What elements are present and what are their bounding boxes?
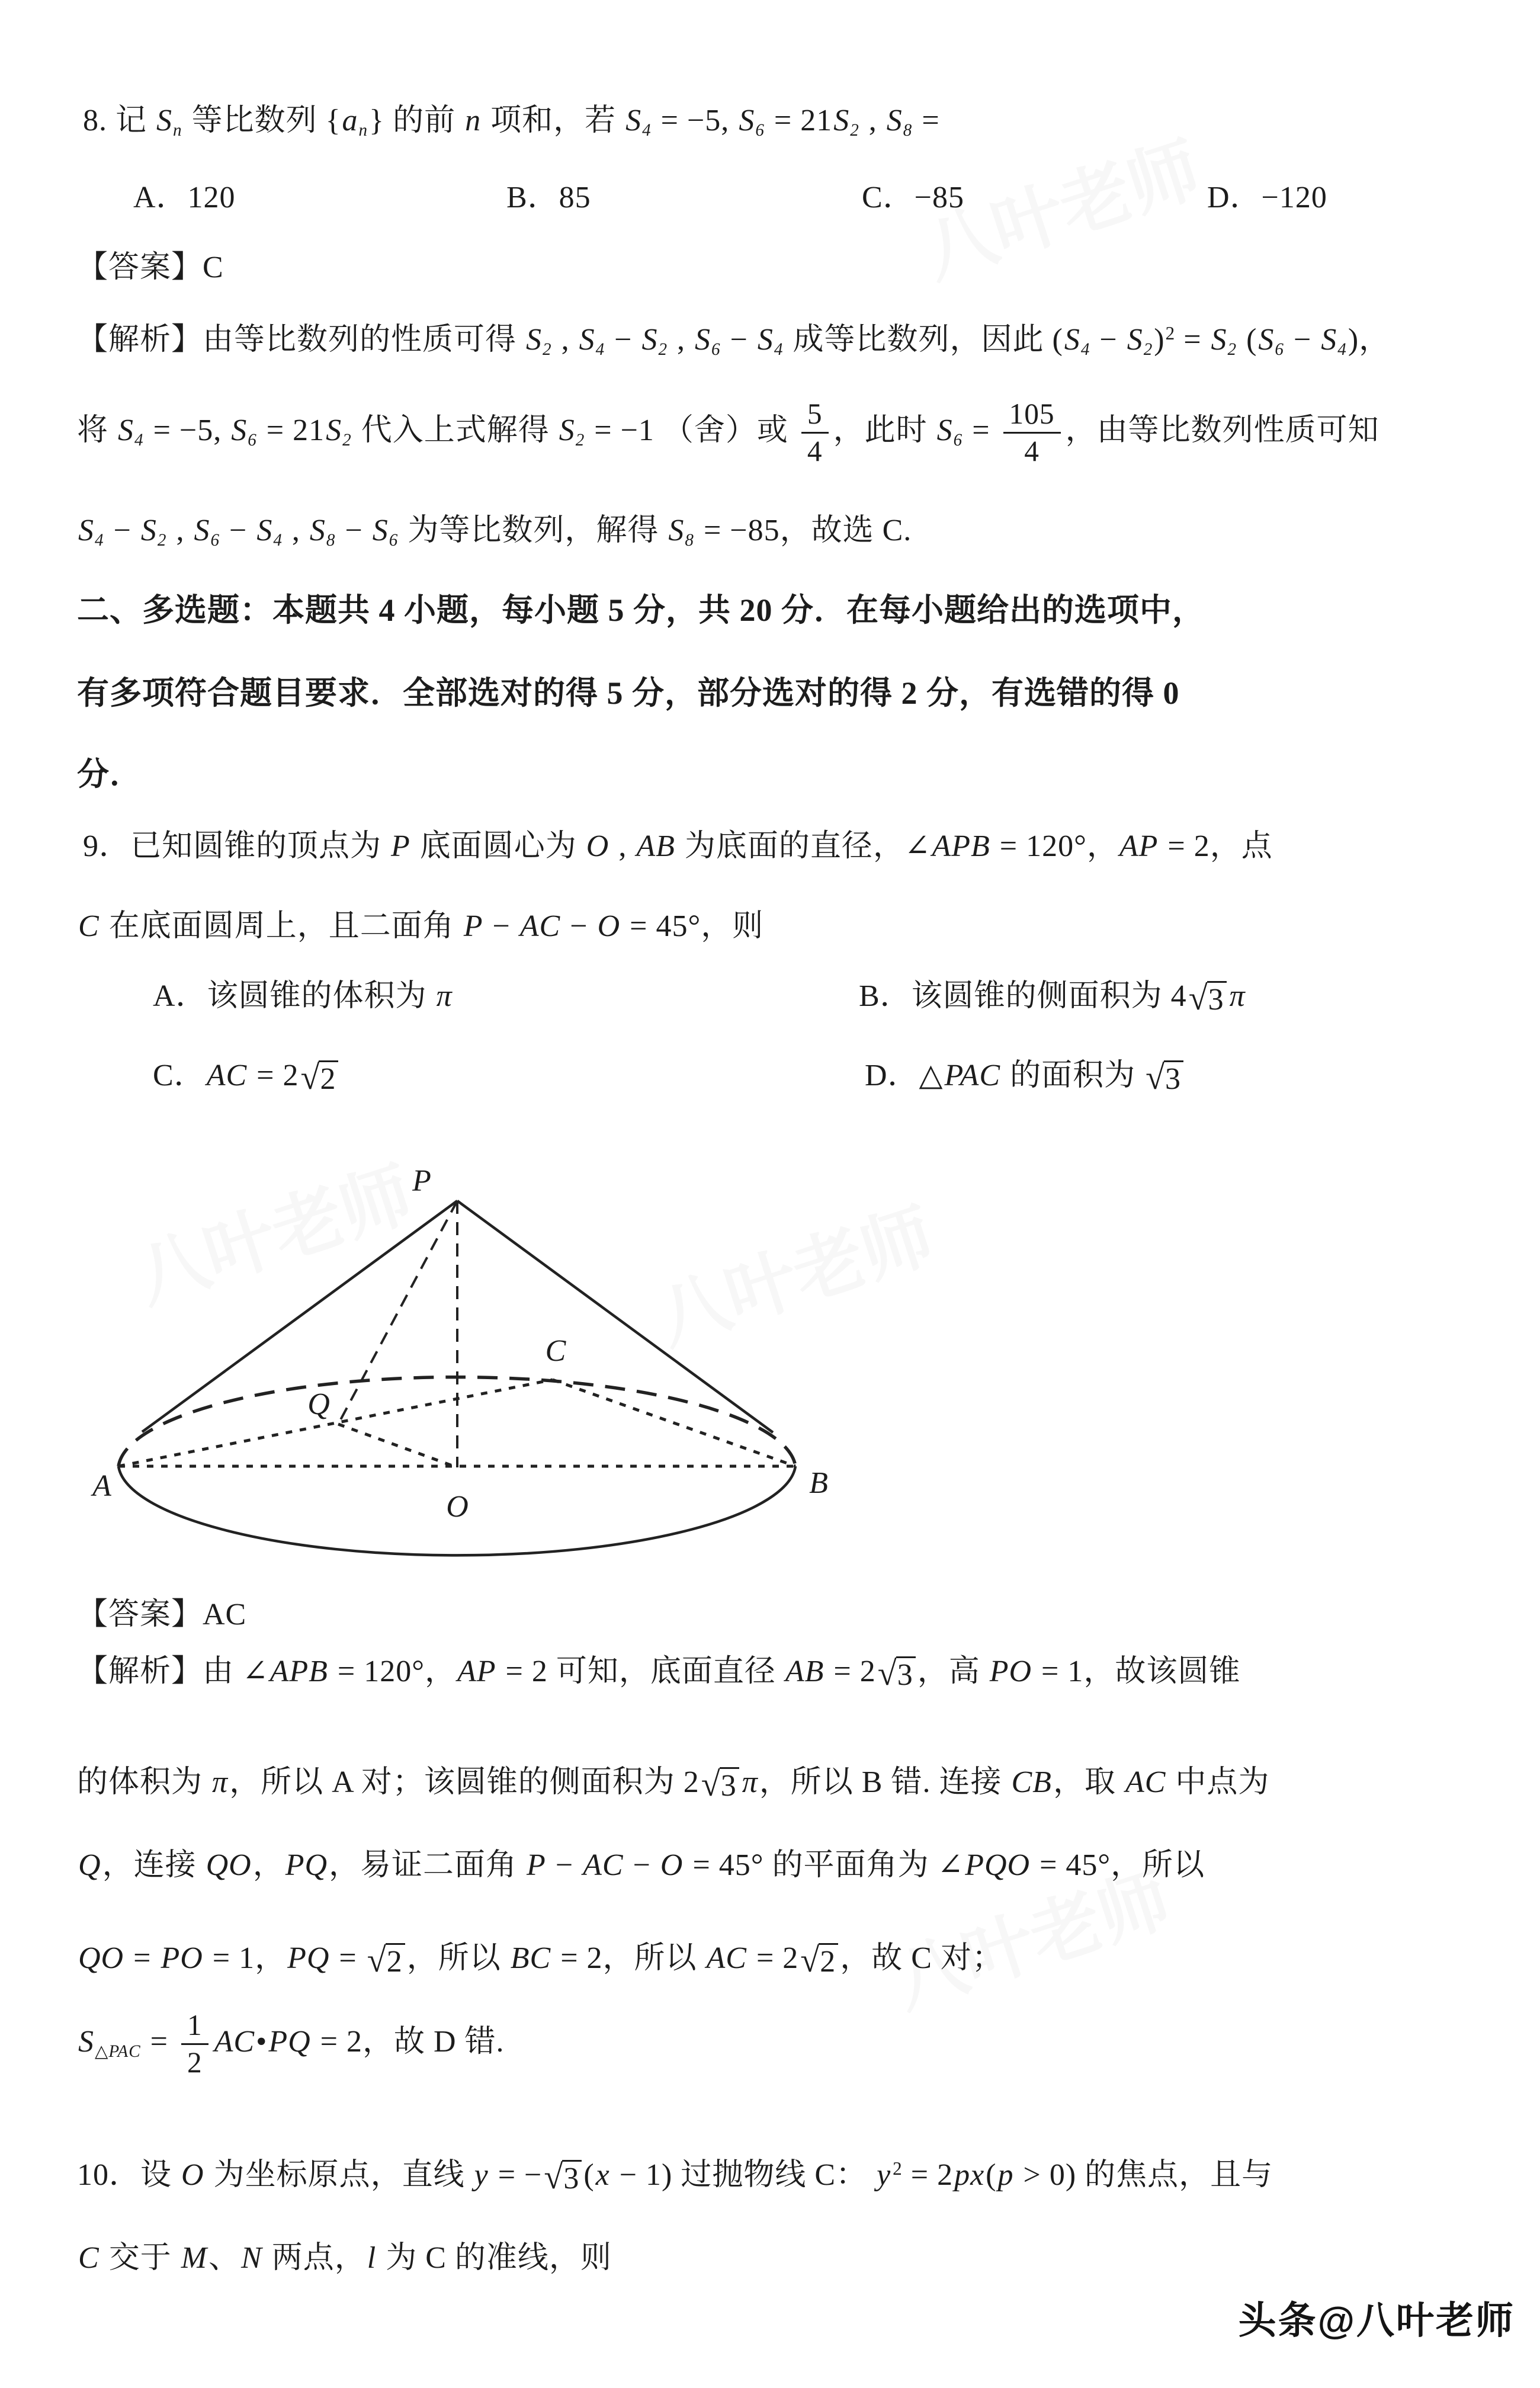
q9-stem-line-1: 9．已知圆锥的顶点为 P 底面圆心为 O , AB 为底面的直径，∠APB = 120°，AP = 2，点 [83, 829, 1273, 863]
q8-option-b: B．85 [506, 181, 591, 214]
section2-header-line-2: 有多项符合题目要求．全部选对的得 5 分，部分选对的得 2 分，有选错的得 0 [77, 675, 1180, 711]
q8-option-d: D．−120 [1207, 181, 1327, 214]
label-Q: Q [307, 1387, 330, 1421]
label-A: A [92, 1469, 111, 1503]
line-QO [338, 1424, 457, 1467]
section2-header-line-3: 分． [77, 757, 142, 792]
q8-analysis-line-1: 【解析】由等比数列的性质可得 S2 , S4 − S2 , S6 − S4 成等比数列，因此 $(S4 - S2)^2 = S2$ (S6 − S4)， [77, 322, 1391, 360]
q8-analysis-line-2: 将 S4 = −5, S6 = 21S2 代入上式解得 S2 = −1 （舍）或 $\frac{5}{4}$ ，此时 S6 = $\frac{105}{4}$ ，由等比数列性质可知 [77, 398, 1379, 468]
label-C: C [545, 1334, 566, 1368]
q8-option-a: A．120 [133, 181, 236, 214]
q9-stem-line-2: C 在底面圆周上，且二面角 P − AC − O = 45°，则 [78, 909, 764, 943]
q9-analysis-line-1: 【解析】由 ∠APB = 120°，AP = 2 可知，底面直径 AB = 2 √ 3 ，高 PO = 1，故该圆锥 [77, 1654, 1241, 1693]
cone-right-edge [457, 1201, 773, 1432]
label-B: B [809, 1466, 828, 1500]
q9-answer: 【答案】AC [77, 1598, 247, 1631]
q9-analysis-line-3: Q，连接 QO，PQ，易证二面角 P − AC − O = 45° 的平面角为 ∠PQO = 45°，所以 [78, 1848, 1205, 1882]
author-watermark: 头条@八叶老师 [1238, 2299, 1515, 2342]
q10-stem-line-2: C 交于 M、N 两点，l 为 C 的准线，则 [78, 2241, 612, 2275]
q9-option-b: B．该圆锥的侧面积为 4 √ 3 π [859, 979, 1246, 1018]
line-PQ [338, 1201, 457, 1424]
q9-analysis-line-2: 的体积为 π，所以 A 对；该圆锥的侧面积为 2 √ 3 π，所以 B 错. 连接 CB，取 AC 中点为 [77, 1765, 1270, 1804]
q9-option-c: C．AC = 2 √ 2 [153, 1056, 340, 1096]
q9-analysis-line-4: QO = PO = 1，PQ = √ 2 ，所以 BC = 2，所以 AC = 2 √ 2 ，故 C 对； [78, 1941, 1003, 1980]
label-P: P [412, 1164, 431, 1198]
q10-stem-line-1: 10．设 O 为坐标原点，直线 y = − √ 3 (x − 1) 过抛物线 C： $y^2 = 2px(p > 0)$ 的焦点，且与 [77, 2158, 1273, 2197]
q9-option-d: D．△PAC 的面积为 √ 3 [865, 1056, 1185, 1096]
section2-header-line-1: 二、多选题：本题共 4 小题，每小题 5 分，共 20 分．在每小题给出的选项中， [77, 592, 1205, 628]
q9-option-a: A．该圆锥的体积为 π [153, 979, 453, 1013]
q8-answer: 【答案】C [77, 251, 224, 284]
cone-figure [89, 1134, 859, 1567]
label-O: O [446, 1490, 469, 1524]
q8-stem: 8. 记 Sn 等比数列 {an} 的前 n 项和，若 S4 = −5, S6 = 21S2 , S8 = [83, 104, 940, 140]
q8-option-c: C．−85 [862, 181, 965, 214]
cone-left-edge [142, 1201, 457, 1432]
q9-analysis-line-5: S△PAC = $\frac{1}{2}$ AC•PQ = 2，故 D 错. [78, 2009, 505, 2079]
q8-analysis-line-3: S4 − S2 , S6 − S4 , S8 − S6 为等比数列，解得 S8 = −85，故选 C. [78, 514, 912, 550]
line-AC [118, 1380, 553, 1466]
